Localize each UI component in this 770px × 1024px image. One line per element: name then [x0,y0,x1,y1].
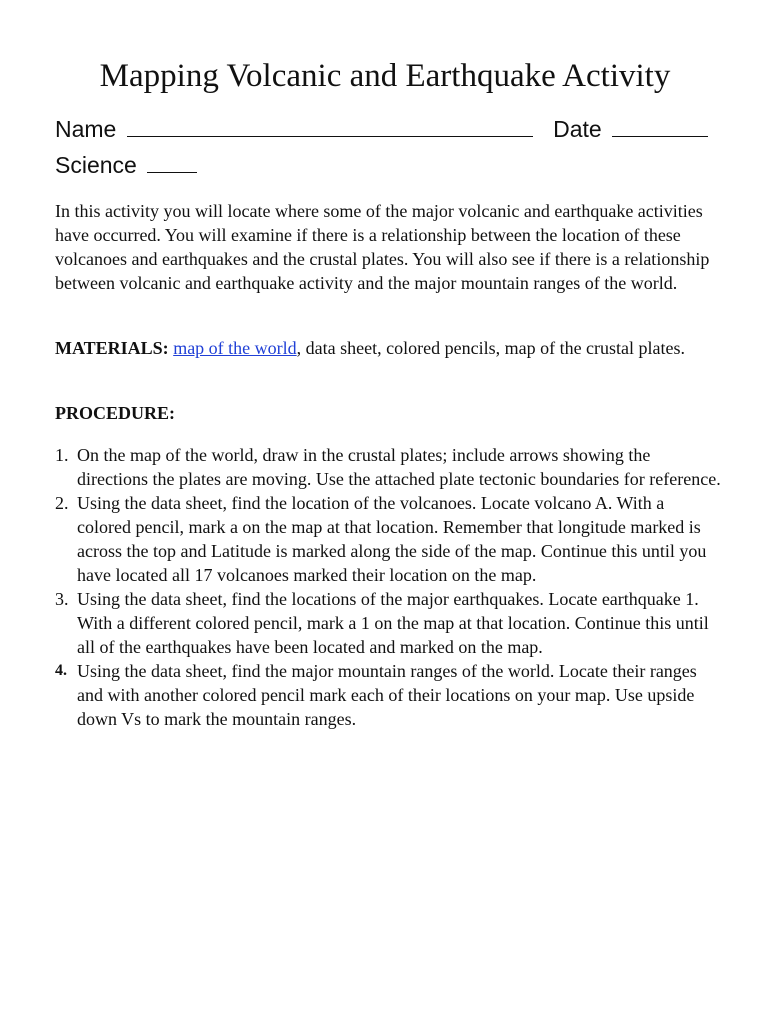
materials-paragraph [55,336,721,360]
map-of-the-world-link[interactable]: map of the world [173,338,297,358]
procedure-step-1 [55,443,721,491]
procedure-step-2 [55,491,721,587]
step-number: 4. [55,662,67,679]
step-text: Using the data sheet, find the locations of the major earthquakes. Locate earthquake 1. With a different colored pencil, mark a 1 on the map at that location. Continue this until all of the earthquakes have been located and marked on the map. [77,589,709,657]
name-label: Name [55,116,117,142]
step-number: 3. [55,589,69,609]
step-number: 1. [55,445,69,465]
step-number: 2. [55,493,69,513]
procedure-heading: PROCEDURE: [55,403,175,423]
step-text: Using the data sheet, find the location of the volcanoes. Locate volcano A. With a colored pencil, mark a on the map at that location. Remember that longitude marked is across the top and Latitude is marked along the side of the map. Continue this until you have located all 17 volcanoes marked their location on the map. [77,493,707,585]
date-label: Date [553,116,602,142]
step-text: Using the data sheet, find the major mountain ranges of the world. Locate their ranges and with another colored pencil mark each of their locations on your map. Use upside down Vs to mark the mountain ranges. [77,661,697,729]
science-blank[interactable] [147,150,197,173]
materials-label: MATERIALS: [55,338,169,358]
procedure-steps [55,443,721,731]
name-blank[interactable] [127,114,533,137]
procedure-step-4 [55,659,721,731]
science-row [55,150,197,180]
science-label: Science [55,152,137,178]
date-blank[interactable] [612,114,708,137]
step-text: On the map of the world, draw in the crustal plates; include arrows showing the directions the plates are moving. Use the attached plate tectonic boundaries for reference. [77,445,721,489]
name-date-row [55,114,708,144]
page-title: Mapping Volcanic and Earthquake Activity [99,58,671,94]
materials-rest: , data sheet, colored pencils, map of the crustal plates. [296,338,686,358]
procedure-step-3 [55,587,721,659]
intro-paragraph: In this activity you will locate where some of the major volcanic and earthquake activities have occurred. You will examine if there is a relationship between the location of these volcanoes and earthquakes and the crustal plates. You will also see if there is a relationship between volcanic and earthquake activity and the major mountain ranges of the world. [55,201,710,293]
